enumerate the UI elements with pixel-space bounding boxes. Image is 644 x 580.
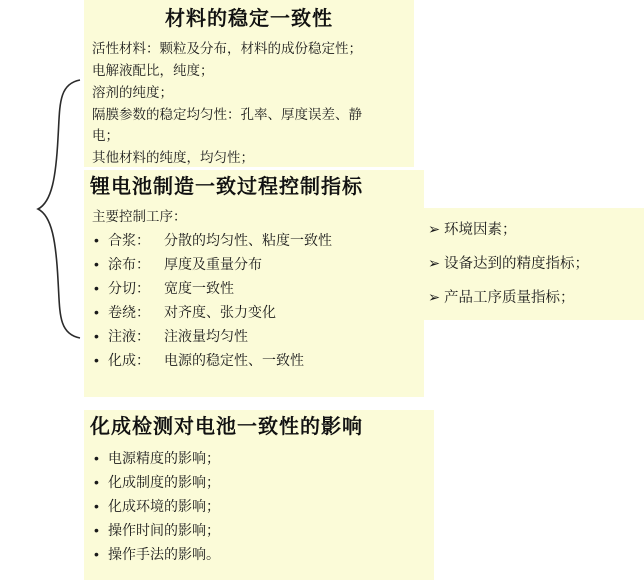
formation-item xyxy=(84,518,434,542)
formation-item-label: 化成环境的影响； xyxy=(108,498,220,515)
arrow-right-icon: ➢ xyxy=(428,255,441,272)
panel-indicators xyxy=(418,208,644,320)
process-item xyxy=(84,252,424,276)
formation-item xyxy=(84,470,434,494)
arrow-right-icon: ➢ xyxy=(428,222,441,238)
materials-line: 隔膜参数的稳定均匀性：孔率、厚度误差、静 xyxy=(92,106,362,122)
formation-item-label: 化成制度的影响； xyxy=(108,474,220,491)
bullet-icon: • xyxy=(94,328,99,345)
process-item-key: 合浆： xyxy=(108,231,150,248)
materials-line: 活性材料：颗粒及分布，材料的成份稳定性； xyxy=(92,41,362,56)
formation-item xyxy=(84,446,434,470)
materials-line: 溶剂的纯度； xyxy=(92,84,173,100)
process-item-key: 注液： xyxy=(108,328,150,345)
process-item-value: 分散的均匀性、粘度一致性 xyxy=(164,231,332,248)
panel-formation-title: 化成检测对电池一致性的影响 xyxy=(90,416,363,438)
bullet-icon: • xyxy=(94,546,99,563)
indicator-label: 环境因素； xyxy=(444,222,517,238)
bullet-icon: • xyxy=(94,498,99,515)
process-item-value: 宽度一致性 xyxy=(164,280,234,297)
indicator-label: 设备达到的精度指标； xyxy=(444,255,589,272)
panel-process-control xyxy=(84,170,424,397)
formation-item-label: 电源精度的影响； xyxy=(108,450,220,466)
panel-materials-title: 材料的稳定一致性 xyxy=(165,8,333,30)
formation-item-label: 操作时间的影响； xyxy=(108,522,220,539)
formation-item-label: 操作手法的影响。 xyxy=(108,546,220,563)
process-item-key: 化成： xyxy=(108,352,150,369)
process-item-key: 分切： xyxy=(108,280,150,297)
process-item xyxy=(84,228,424,252)
bullet-icon: • xyxy=(94,450,99,466)
materials-line: 电解液配比，纯度； xyxy=(92,62,214,78)
bullet-icon: • xyxy=(94,352,99,369)
process-item xyxy=(84,300,424,324)
process-item-value: 电源的稳定性、一致性 xyxy=(164,352,304,369)
process-item xyxy=(84,324,424,348)
materials-line: 电； xyxy=(92,128,119,144)
process-item-key: 涂布： xyxy=(108,255,150,272)
bullet-icon: • xyxy=(94,255,99,272)
process-item-value: 注液量均匀性 xyxy=(164,328,248,345)
process-item-key: 卷绕： xyxy=(108,304,150,321)
formation-item xyxy=(84,494,434,518)
process-item xyxy=(84,348,424,372)
process-item xyxy=(84,276,424,300)
bullet-icon: • xyxy=(94,474,99,491)
formation-item xyxy=(84,542,434,566)
bullet-icon: • xyxy=(94,522,99,539)
indicator-item xyxy=(418,214,644,248)
bullet-icon: • xyxy=(94,280,99,297)
indicator-label: 产品工序质量指标； xyxy=(444,289,575,306)
process-item-value: 厚度及重量分布 xyxy=(164,255,262,272)
indicator-item xyxy=(418,248,644,282)
panel-process-title: 锂电池制造一致过程控制指标 xyxy=(90,176,363,198)
bullet-icon: • xyxy=(94,231,99,248)
process-subtitle: 主要控制工序： xyxy=(92,209,187,224)
arrow-right-icon: ➢ xyxy=(428,289,441,306)
indicator-item xyxy=(418,282,644,316)
left-curly-brace-icon xyxy=(34,78,84,340)
materials-line: 其他材料的纯度，均匀性； xyxy=(92,150,254,166)
process-item-value: 对齐度、张力变化 xyxy=(164,304,276,321)
panel-formation-testing xyxy=(84,410,434,580)
panel-materials xyxy=(84,0,414,167)
bullet-icon: • xyxy=(94,304,99,321)
